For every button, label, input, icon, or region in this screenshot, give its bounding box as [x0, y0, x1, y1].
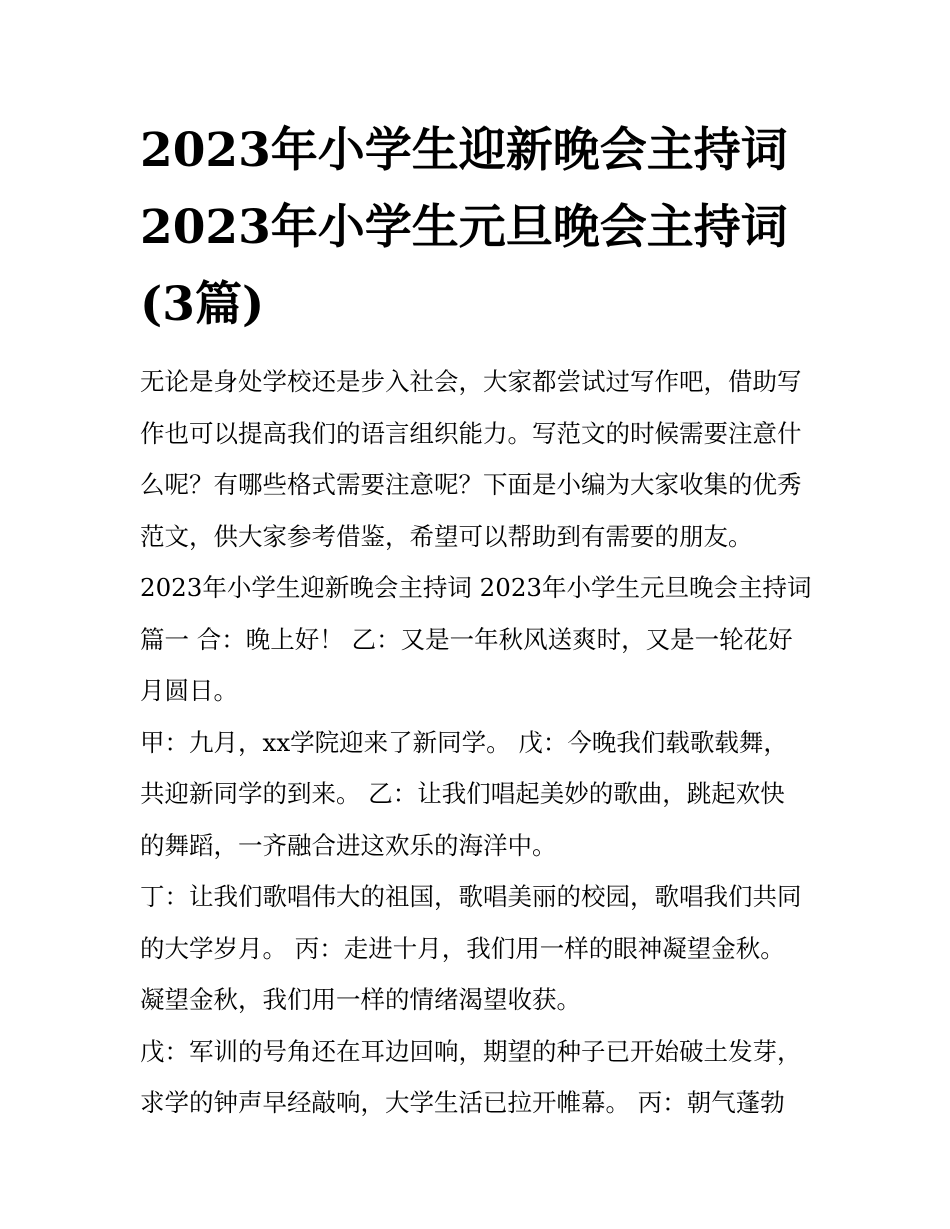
body-line-4: 范文，供大家参考借鉴，希望可以帮助到有需要的朋友。	[140, 521, 753, 551]
body-line-7: 月圆日。	[140, 676, 238, 705]
title-line-2: 2023年小学生元旦晚会主持词	[140, 200, 788, 255]
body-line-15: 求学的钟声早经敲响，大学生活已拉开帷幕。 丙：朝气蓬勃	[140, 1088, 785, 1117]
body-line-6: 篇一 合：晚上好！ 乙：又是一年秋风送爽时，又是一轮花好	[140, 624, 793, 654]
body-line-13: 凝望金秋，我们用一样的情绪渴望收获。	[140, 985, 581, 1014]
body-line-3: 么呢？有哪些格式需要注意呢？下面是小编为大家收集的优秀	[140, 470, 802, 499]
document-body	[140, 356, 830, 1129]
title-line-3: (3篇)	[140, 277, 265, 332]
body-line-1: 无论是身处学校还是步入社会，大家都尝试过写作吧，借助写	[140, 367, 802, 396]
body-line-9: 共迎新同学的到来。 乙：让我们唱起美妙的歌曲，跳起欢快	[140, 779, 785, 808]
body-line-2: 作也可以提高我们的语言组织能力。写范文的时候需要注意什	[140, 418, 802, 448]
body-line-8: 甲：九月，xx学院迎来了新同学。 戊：今晚我们载歌载舞，	[140, 727, 788, 757]
title-line-1: 2023年小学生迎新晚会主持词	[140, 123, 788, 178]
body-line-12: 的大学岁月。 丙：走进十月，我们用一样的眼神凝望金秋。	[140, 933, 785, 963]
body-line-11: 丁：让我们歌唱伟大的祖国，歌唱美丽的校园，歌唱我们共同	[140, 882, 802, 911]
document-title	[140, 112, 820, 343]
body-line-14: 戊：军训的号角还在耳边回响，期望的种子已开始破土发芽，	[140, 1036, 802, 1066]
body-line-10: 的舞蹈，一齐融合进这欢乐的海洋中。	[140, 830, 557, 860]
body-line-5: 2023年小学生迎新晚会主持词 2023年小学生元旦晚会主持词	[140, 573, 812, 602]
